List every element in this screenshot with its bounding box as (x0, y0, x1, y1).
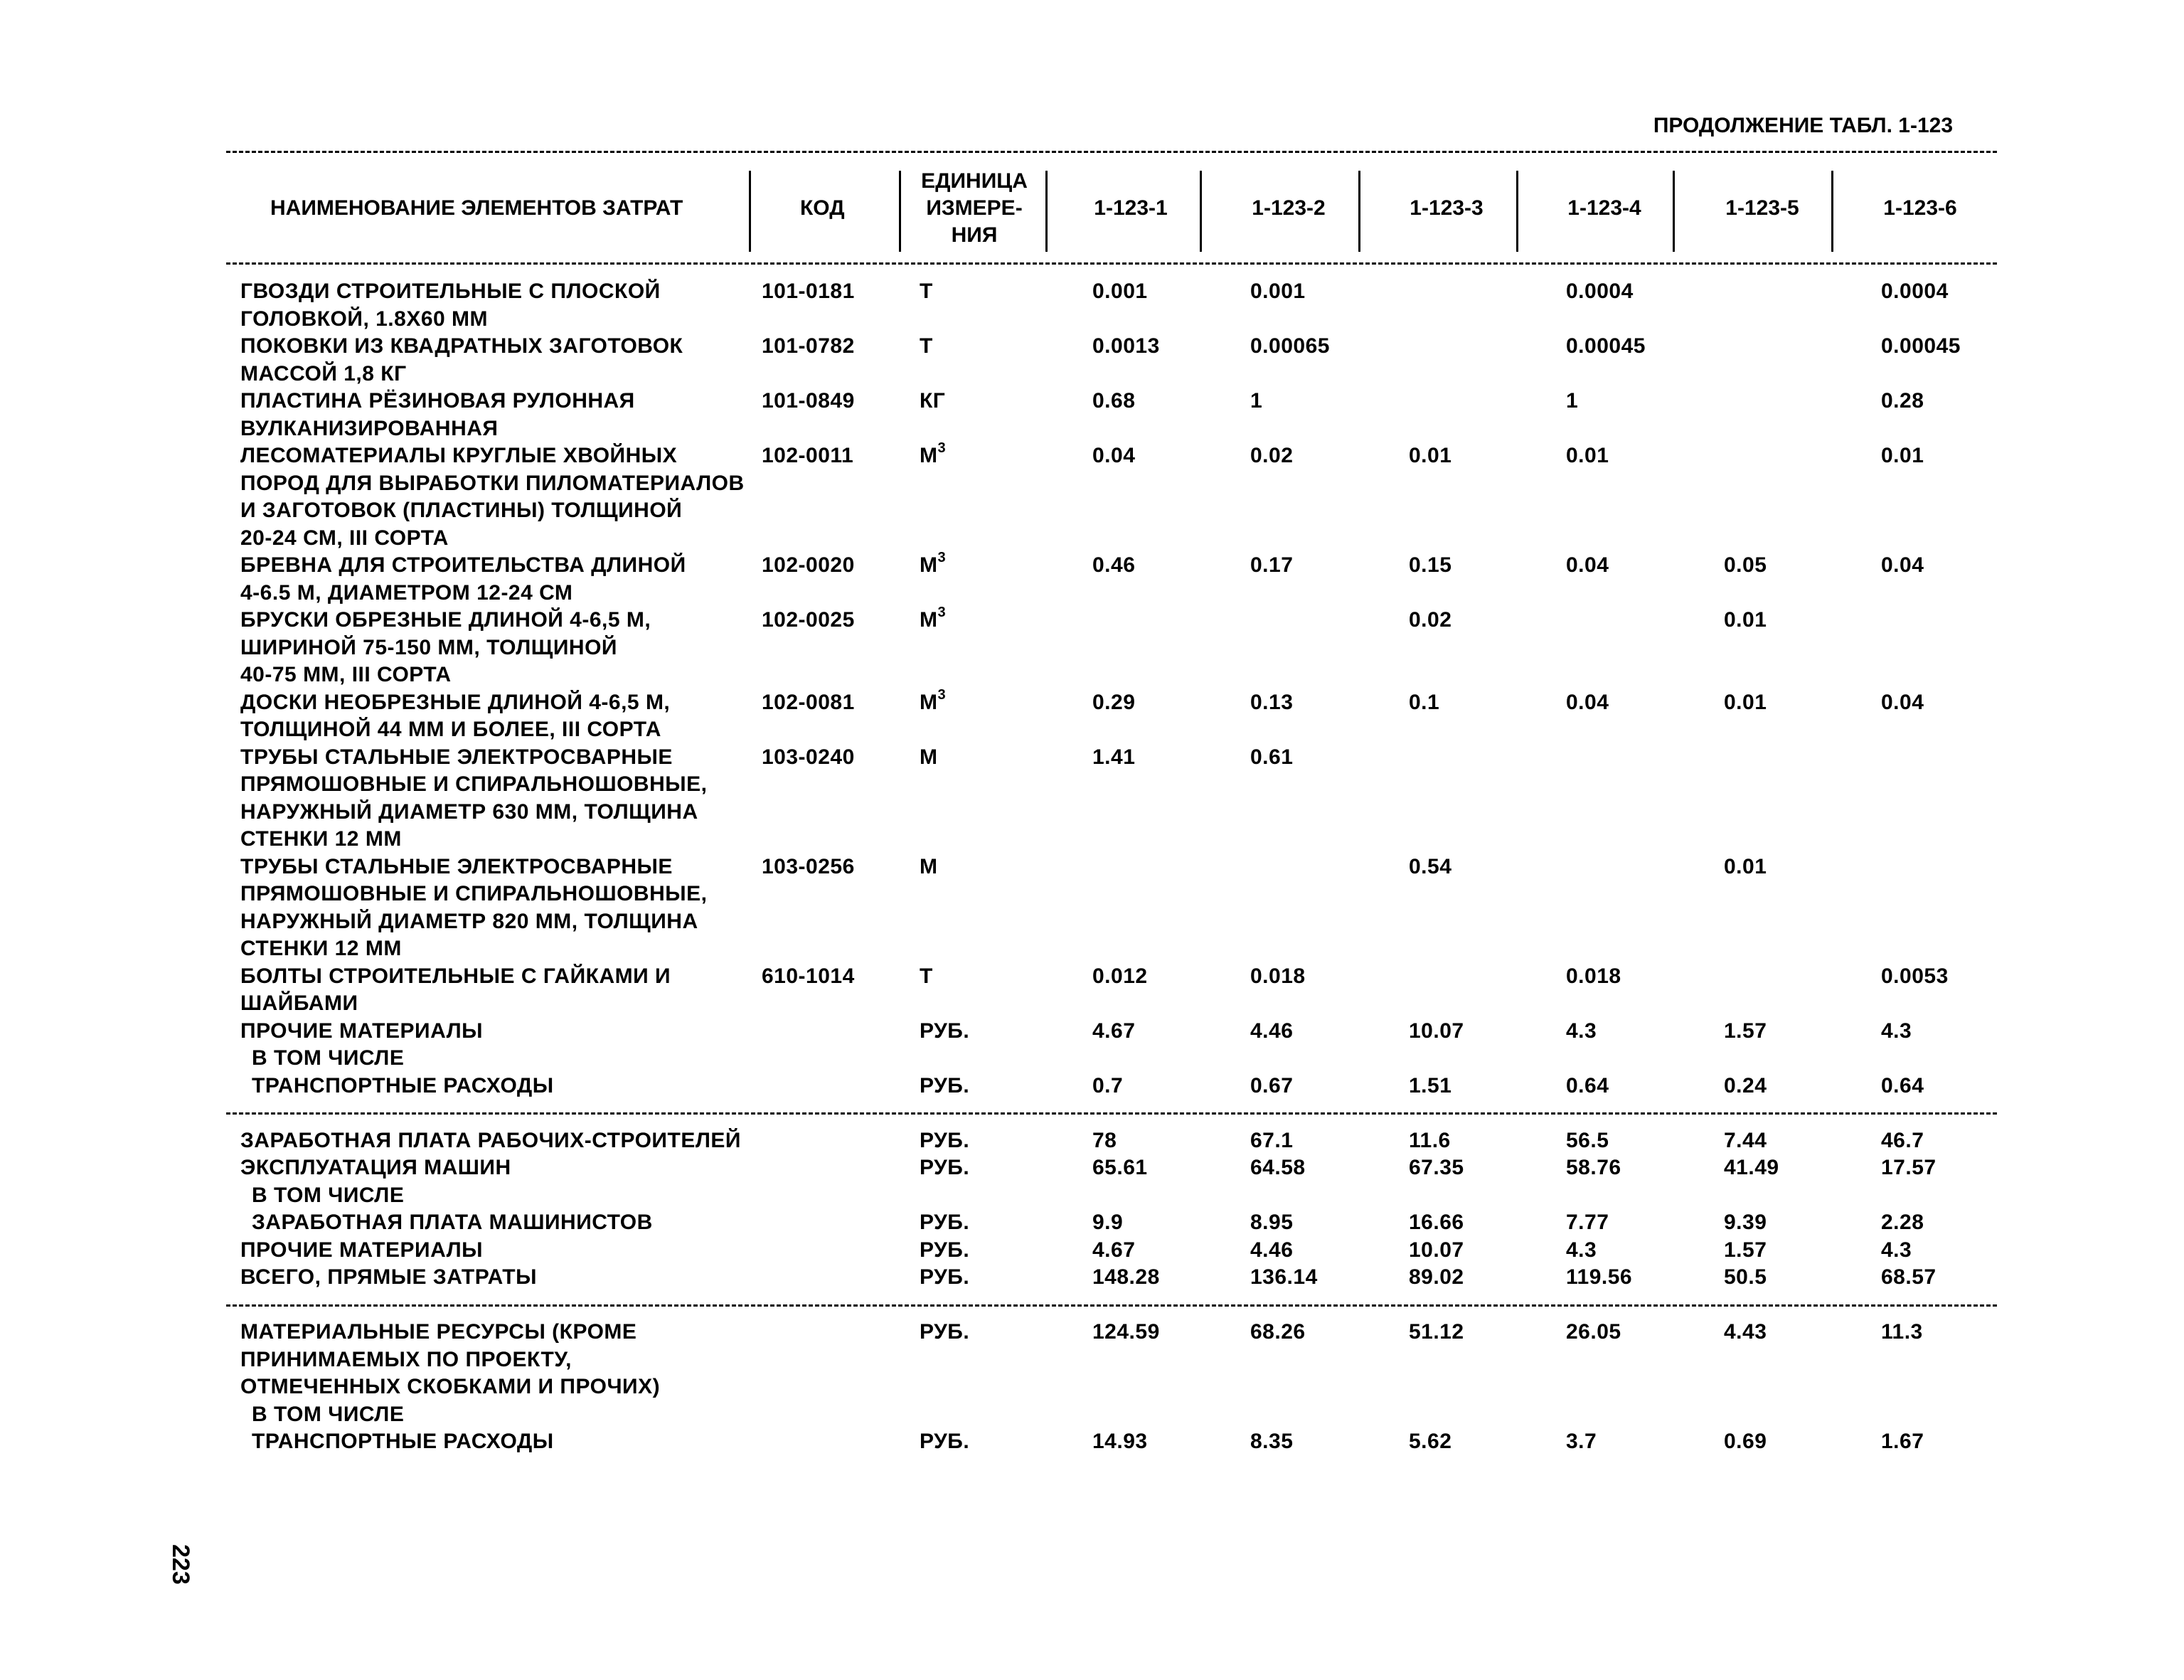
unit-exponent: 3 (937, 440, 947, 456)
value-cell-3: 67.35 (1409, 1156, 1464, 1179)
column-divider (1516, 171, 1518, 252)
value-cell-6: 68.57 (1881, 1265, 1937, 1289)
section-divider (0, 1100, 2184, 1127)
cost-element-name: ОТМЕЧЕННЫХ СКОБКАМИ И ПРОЧИХ) (240, 1375, 661, 1398)
table-continuation-title: ПРОДОЛЖЕНИЕ ТАБЛ. 1-123 (1653, 114, 1953, 137)
value-cell-6: 4.3 (1881, 1019, 1912, 1043)
cost-element-name: БРЕВНА ДЛЯ СТРОИТЕЛЬСТВА ДЛИНОЙ (240, 553, 686, 577)
value-cell-1: 0.7 (1092, 1073, 1124, 1097)
table-row (0, 333, 2184, 388)
value-cell-3: 10.07 (1409, 1238, 1464, 1262)
value-cell-6: 0.0053 (1881, 964, 1949, 988)
value-cell-2: 8.95 (1250, 1211, 1294, 1234)
table-row (0, 1127, 2184, 1155)
code-cell: 101-0782 (762, 334, 855, 358)
column-divider (1200, 171, 1202, 252)
value-cell-6: 4.3 (1881, 1238, 1912, 1262)
value-cell-5: 9.39 (1724, 1211, 1767, 1234)
value-cell-3: 5.62 (1409, 1430, 1452, 1453)
header-unit-line-3: НИЯ (951, 223, 998, 247)
table-row (0, 278, 2184, 333)
table-row (0, 1182, 2184, 1210)
unit-text: РУБ. (920, 1320, 970, 1344)
unit-text: М (920, 745, 938, 769)
value-cell-2: 4.46 (1250, 1238, 1294, 1262)
cost-element-name: ТРУБЫ СТАЛЬНЫЕ ЭЛЕКТРОСВАРНЫЕ (240, 854, 673, 878)
code-cell: 103-0240 (762, 745, 855, 769)
cost-element-name: ЛЕСОМАТЕРИАЛЫ КРУГЛЫЕ ХВОЙНЫХ (240, 444, 678, 467)
value-cell-6: 1.67 (1881, 1430, 1924, 1453)
unit-text: РУБ. (920, 1265, 970, 1289)
value-cell-4: 0.01 (1566, 444, 1609, 467)
unit-cell (920, 1264, 969, 1292)
unit-cell (920, 442, 946, 470)
table-row (0, 686, 2184, 744)
value-cell-2: 8.35 (1250, 1430, 1294, 1453)
table-body (0, 278, 2184, 1456)
value-cell-2: 0.018 (1250, 964, 1306, 988)
page-number: 223 (166, 1544, 194, 1585)
column-divider (749, 171, 751, 252)
value-cell-4: 1 (1566, 389, 1579, 413)
value-cell-4: 0.0004 (1566, 280, 1634, 303)
value-cell-1: 0.29 (1092, 690, 1136, 714)
cost-element-name: ВУЛКАНИЗИРОВАННАЯ (240, 416, 499, 440)
value-cell-5: 0.69 (1724, 1430, 1767, 1453)
value-cell-3: 11.6 (1409, 1128, 1451, 1152)
cost-element-name: 40-75 ММ, III СОРТА (240, 663, 452, 686)
value-cell-4: 56.5 (1566, 1128, 1609, 1152)
value-cell-2: 4.46 (1250, 1019, 1294, 1043)
unit-exponent: 3 (937, 550, 947, 565)
column-divider (1831, 171, 1833, 252)
cost-element-name: ВСЕГО, ПРЯМЫЕ ЗАТРАТЫ (240, 1265, 537, 1289)
value-cell-1: 4.67 (1092, 1238, 1136, 1262)
value-cell-1: 65.61 (1092, 1156, 1148, 1179)
code-cell: 610-1014 (762, 964, 855, 988)
value-cell-1: 0.001 (1092, 280, 1148, 303)
unit-exponent: 3 (937, 686, 947, 703)
cost-element-name: ГВОЗДИ СТРОИТЕЛЬНЫЕ С ПЛОСКОЙ (240, 280, 661, 303)
table-row (0, 1428, 2184, 1456)
table-row (0, 1045, 2184, 1073)
unit-cell (920, 552, 946, 580)
value-cell-4: 7.77 (1566, 1211, 1609, 1234)
cost-element-name: ЗАРАБОТНАЯ ПЛАТА РАБОЧИХ-СТРОИТЕЛЕЙ (240, 1128, 741, 1152)
cost-element-name: ПОРОД ДЛЯ ВЫРАБОТКИ ПИЛОМАТЕРИАЛОВ (240, 471, 745, 495)
unit-text: РУБ. (920, 1073, 970, 1097)
table-row (0, 1264, 2184, 1292)
value-cell-3: 0.02 (1409, 608, 1452, 632)
unit-text: РУБ. (920, 1128, 970, 1152)
value-cell-2: 0.00065 (1250, 334, 1330, 358)
cost-element-name: ДОСКИ НЕОБРЕЗНЫЕ ДЛИНОЙ 4-6,5 М, (240, 690, 671, 714)
value-cell-6: 0.04 (1881, 690, 1924, 714)
column-divider (1673, 171, 1675, 252)
unit-cell (920, 1073, 969, 1100)
value-cell-5: 7.44 (1724, 1128, 1767, 1152)
value-cell-4: 0.018 (1566, 964, 1621, 988)
value-cell-4: 3.7 (1566, 1430, 1597, 1453)
table-row (0, 854, 2184, 963)
unit-text: М (920, 690, 938, 714)
value-cell-4: 26.05 (1566, 1320, 1621, 1344)
code-cell: 102-0020 (762, 553, 855, 577)
value-cell-5: 0.24 (1724, 1073, 1767, 1097)
table-row (0, 744, 2184, 854)
unit-text: РУБ. (920, 1238, 970, 1262)
unit-text: РУБ. (920, 1019, 970, 1043)
code-cell: 101-0849 (762, 389, 855, 413)
value-cell-3: 0.54 (1409, 854, 1452, 878)
value-cell-6: 0.0004 (1881, 280, 1949, 303)
unit-text: РУБ. (920, 1211, 970, 1234)
unit-cell (920, 1127, 969, 1155)
table-row (0, 552, 2184, 607)
value-cell-3: 0.01 (1409, 444, 1452, 467)
value-cell-2: 0.17 (1250, 553, 1294, 577)
table-row (0, 1018, 2184, 1046)
table-row (0, 388, 2184, 442)
value-cell-1: 14.93 (1092, 1430, 1148, 1453)
header-bottom-rule (226, 262, 1997, 265)
value-cell-4: 4.3 (1566, 1238, 1597, 1262)
value-cell-3: 0.15 (1409, 553, 1452, 577)
cost-element-name: В ТОМ ЧИСЛЕ (252, 1183, 405, 1207)
cost-element-name: ПРЯМОШОВНЫЕ И СПИРАЛЬНОШОВНЫЕ, (240, 772, 708, 796)
value-cell-6: 0.64 (1881, 1073, 1924, 1097)
unit-cell (920, 686, 947, 717)
cost-element-name: ПРЯМОШОВНЫЕ И СПИРАЛЬНОШОВНЫЕ, (240, 882, 708, 905)
cost-element-name: ЭКСПЛУАТАЦИЯ МАШИН (240, 1156, 511, 1179)
unit-text: М (920, 854, 938, 878)
value-cell-1: 9.9 (1092, 1211, 1124, 1234)
value-cell-2: 0.13 (1250, 690, 1294, 714)
value-cell-3: 16.66 (1409, 1211, 1464, 1234)
cost-element-name: ПРИНИМАЕМЫХ ПО ПРОЕКТУ, (240, 1347, 572, 1371)
unit-cell (920, 963, 933, 991)
cost-element-name: ТРАНСПОРТНЫЕ РАСХОДЫ (252, 1430, 554, 1453)
value-cell-4: 0.64 (1566, 1073, 1609, 1097)
cost-element-name: ТРУБЫ СТАЛЬНЫЕ ЭЛЕКТРОСВАРНЫЕ (240, 745, 673, 769)
cost-element-name: ПРОЧИЕ МАТЕРИАЛЫ (240, 1238, 484, 1262)
unit-cell (920, 1209, 969, 1237)
table-row (0, 1237, 2184, 1265)
unit-cell (920, 1428, 969, 1456)
unit-cell (920, 1154, 969, 1182)
table-row (0, 1154, 2184, 1182)
cost-element-name: ГОЛОВКОЙ, 1.8Х60 ММ (240, 307, 489, 331)
unit-cell (920, 333, 933, 361)
value-cell-1: 0.04 (1092, 444, 1136, 467)
value-cell-1: 1.41 (1092, 745, 1136, 769)
table-row (0, 1319, 2184, 1401)
value-cell-3: 1.51 (1409, 1073, 1452, 1097)
unit-cell (920, 1018, 969, 1046)
table-row (0, 607, 2184, 689)
cost-element-name: В ТОМ ЧИСЛЕ (252, 1046, 405, 1070)
table-row (0, 1209, 2184, 1237)
header-col-3: 1-123-3 (1410, 196, 1483, 220)
value-cell-5: 50.5 (1724, 1265, 1767, 1289)
value-cell-2: 64.58 (1250, 1156, 1306, 1179)
value-cell-6: 2.28 (1881, 1211, 1924, 1234)
header-unit-line-1: ЕДИНИЦА (921, 169, 1028, 193)
unit-text: КГ (920, 389, 946, 413)
value-cell-4: 0.04 (1566, 553, 1609, 577)
unit-cell (920, 388, 945, 415)
value-cell-1: 78 (1092, 1128, 1117, 1152)
value-cell-6: 0.04 (1881, 553, 1924, 577)
value-cell-2: 0.61 (1250, 745, 1294, 769)
value-cell-1: 0.0013 (1092, 334, 1160, 358)
header-top-rule (226, 151, 1997, 153)
unit-text: М (920, 553, 938, 577)
value-cell-5: 4.43 (1724, 1320, 1767, 1344)
value-cell-2: 0.02 (1250, 444, 1294, 467)
value-cell-1: 0.68 (1092, 389, 1136, 413)
value-cell-1: 0.012 (1092, 964, 1148, 988)
header-col-5: 1-123-5 (1725, 196, 1799, 220)
unit-cell (920, 1237, 969, 1265)
cost-element-name: БОЛТЫ СТРОИТЕЛЬНЫЕ С ГАЙКАМИ И (240, 964, 671, 988)
unit-text: Т (920, 280, 933, 303)
value-cell-2: 136.14 (1250, 1265, 1318, 1289)
value-cell-5: 41.49 (1724, 1156, 1779, 1179)
cost-element-name: ЗАРАБОТНАЯ ПЛАТА МАШИНИСТОВ (252, 1211, 653, 1234)
cost-element-name: ШИРИНОЙ 75-150 ММ, ТОЛЩИНОЙ (240, 635, 617, 659)
table-row (0, 1401, 2184, 1429)
value-cell-5: 0.01 (1724, 690, 1767, 714)
value-cell-4: 119.56 (1566, 1265, 1633, 1289)
column-divider (1045, 171, 1048, 252)
value-cell-2: 0.67 (1250, 1073, 1294, 1097)
cost-element-name: 4-6.5 М, ДИАМЕТРОМ 12-24 СМ (240, 580, 573, 605)
cost-element-name: МАССОЙ 1,8 КГ (240, 361, 407, 386)
value-cell-2: 1 (1250, 389, 1263, 413)
value-cell-5: 1.57 (1724, 1019, 1767, 1043)
cost-element-name: ТОЛЩИНОЙ 44 ММ И БОЛЕЕ, III СОРТА (240, 718, 661, 741)
code-cell: 102-0081 (762, 690, 855, 714)
unit-exponent: 3 (937, 605, 947, 620)
unit-cell (920, 278, 933, 306)
value-cell-5: 0.01 (1724, 608, 1767, 632)
value-cell-4: 58.76 (1566, 1156, 1621, 1179)
value-cell-1: 0.46 (1092, 553, 1136, 577)
code-cell: 103-0256 (762, 854, 855, 878)
unit-text: Т (920, 334, 933, 358)
cost-element-name: МАТЕРИАЛЬНЫЕ РЕСУРСЫ (КРОМЕ (240, 1320, 637, 1344)
header-code: КОД (800, 196, 845, 220)
header-unit-line-2: ИЗМЕРЕ- (926, 196, 1023, 220)
value-cell-3: 10.07 (1409, 1019, 1464, 1043)
table-row (0, 963, 2184, 1018)
unit-text: РУБ. (920, 1156, 970, 1179)
value-cell-1: 4.67 (1092, 1019, 1136, 1043)
code-cell: 102-0011 (762, 444, 854, 467)
code-cell: 102-0025 (762, 608, 855, 632)
cost-element-name: В ТОМ ЧИСЛЕ (252, 1402, 405, 1426)
unit-cell (920, 607, 946, 634)
header-name: НАИМЕНОВАНИЕ ЭЛЕМЕНТОВ ЗАТРАТ (270, 196, 683, 220)
value-cell-5: 1.57 (1724, 1238, 1767, 1262)
unit-text: М (920, 608, 938, 632)
header-col-2: 1-123-2 (1252, 196, 1326, 220)
value-cell-1: 148.28 (1092, 1265, 1160, 1289)
value-cell-2: 67.1 (1250, 1128, 1294, 1152)
unit-text: Т (920, 964, 933, 988)
value-cell-6: 0.00045 (1881, 334, 1961, 358)
value-cell-3: 51.12 (1409, 1320, 1464, 1344)
cost-element-name: ШАЙБАМИ (240, 991, 358, 1015)
value-cell-5: 0.05 (1724, 553, 1767, 577)
cost-element-name: СТЕНКИ 12 ММ (240, 827, 402, 851)
value-cell-3: 0.1 (1409, 690, 1440, 714)
code-cell: 101-0181 (762, 280, 855, 303)
cost-element-name: 20-24 СМ, III СОРТА (240, 526, 449, 550)
value-cell-2: 68.26 (1250, 1320, 1306, 1344)
cost-element-name: НАРУЖНЫЙ ДИАМЕТР 820 ММ, ТОЛЩИНА (240, 909, 698, 933)
header-col-1: 1-123-1 (1094, 196, 1168, 220)
value-cell-6: 17.57 (1881, 1156, 1937, 1179)
unit-cell (920, 744, 938, 772)
cost-element-name: ПЛАСТИНА РЁЗИНОВАЯ РУЛОННАЯ (240, 389, 635, 413)
unit-text: М (920, 444, 938, 467)
header-col-6: 1-123-6 (1883, 196, 1957, 220)
cost-element-name: ТРАНСПОРТНЫЕ РАСХОДЫ (252, 1073, 554, 1097)
column-divider (1358, 171, 1360, 252)
unit-cell (920, 1319, 969, 1346)
value-cell-3: 89.02 (1409, 1265, 1464, 1289)
cost-element-name: НАРУЖНЫЙ ДИАМЕТР 630 ММ, ТОЛЩИНА (240, 799, 698, 824)
value-cell-5: 0.01 (1724, 854, 1767, 878)
cost-element-name: ПОКОВКИ ИЗ КВАДРАТНЫХ ЗАГОТОВОК (240, 334, 683, 358)
table-row (0, 1073, 2184, 1100)
cost-element-name: СТЕНКИ 12 ММ (240, 937, 402, 960)
value-cell-4: 4.3 (1566, 1019, 1597, 1043)
column-divider (899, 171, 901, 252)
section-divider (0, 1292, 2184, 1319)
value-cell-4: 0.04 (1566, 690, 1609, 714)
unit-cell (920, 854, 938, 881)
cost-element-name: БРУСКИ ОБРЕЗНЫЕ ДЛИНОЙ 4-6,5 М, (240, 608, 651, 632)
value-cell-6: 11.3 (1881, 1320, 1923, 1344)
value-cell-6: 0.28 (1881, 389, 1924, 413)
value-cell-2: 0.001 (1250, 280, 1306, 303)
value-cell-1: 124.59 (1092, 1320, 1160, 1344)
unit-text: РУБ. (920, 1430, 970, 1453)
table-row (0, 442, 2184, 552)
value-cell-6: 46.7 (1881, 1128, 1924, 1152)
header-col-4: 1-123-4 (1567, 196, 1641, 220)
cost-element-name: И ЗАГОТОВОК (ПЛАСТИНЫ) ТОЛЩИНОЙ (240, 499, 683, 522)
cost-element-name: ПРОЧИЕ МАТЕРИАЛЫ (240, 1019, 484, 1043)
value-cell-6: 0.01 (1881, 444, 1924, 467)
value-cell-4: 0.00045 (1566, 334, 1646, 358)
